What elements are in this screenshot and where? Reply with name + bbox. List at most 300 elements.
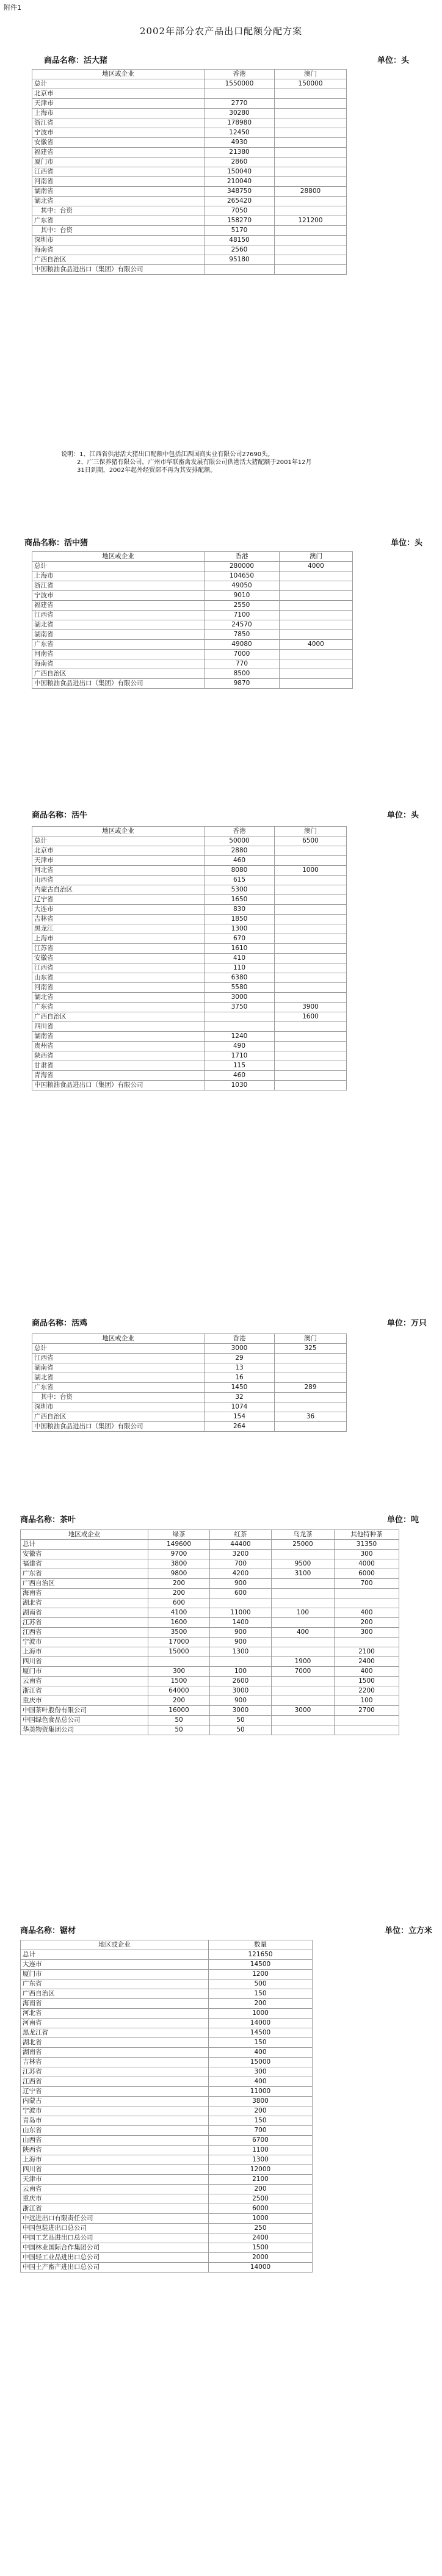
quota-cell: 100 (335, 1696, 399, 1706)
table-row (32, 1051, 347, 1061)
quota-cell: 200 (209, 2185, 313, 2194)
table-row (32, 236, 347, 245)
table-row (21, 2136, 313, 2146)
quota-cell (280, 650, 353, 659)
table-row (21, 1638, 399, 1647)
region-cell: 中国林业国际合作集团公司 (21, 2243, 209, 2253)
quota-cell (275, 876, 347, 885)
quota-cell (275, 924, 347, 934)
table-row (32, 245, 347, 255)
table-row (21, 2165, 313, 2175)
table-row (21, 1618, 399, 1628)
quota-cell: 50 (210, 1725, 272, 1735)
quota-cell: 14000 (209, 2263, 313, 2273)
quota-cell (275, 1422, 347, 1432)
quota-cell: 14500 (209, 2028, 313, 2038)
quota-cell: 50 (210, 1716, 272, 1725)
quota-cell (275, 236, 347, 245)
region-cell: 江西省 (32, 963, 205, 973)
quota-cell: 158270 (205, 216, 275, 226)
quota-cell: 900 (210, 1638, 272, 1647)
quota-cell: 1240 (205, 1032, 275, 1042)
quota-cell: 2770 (205, 99, 275, 109)
region-cell: 厦门市 (21, 1970, 209, 1979)
table-row (32, 876, 347, 885)
quota-cell (335, 1638, 399, 1647)
unit-label: 单位：头 (391, 539, 423, 548)
region-cell: 广西自治区 (32, 1412, 205, 1422)
region-cell: 上海市 (21, 1647, 148, 1657)
region-cell: 辽宁省 (21, 2087, 209, 2097)
region-cell: 陕西省 (21, 2146, 209, 2155)
quota-cell (280, 679, 353, 689)
quota-cell: 4200 (210, 1569, 272, 1579)
quota-cell: 3500 (148, 1628, 210, 1638)
quota-cell: 1300 (210, 1647, 272, 1657)
region-cell: 吉林省 (21, 2058, 209, 2067)
quota-cell: 410 (205, 954, 275, 963)
region-cell: 天津市 (21, 2175, 209, 2185)
region-cell: 湖南省 (21, 1608, 148, 1618)
column-header: 地区或企业 (32, 827, 205, 836)
table-row (32, 659, 353, 669)
quota-cell (280, 581, 353, 591)
quota-cell: 400 (272, 1628, 335, 1638)
table-row (32, 255, 347, 265)
table-row (32, 1393, 347, 1402)
table-row (32, 905, 347, 915)
note-line: 说明：1、江西省供港活大猪出口配额中包括江西国商实业有限公司27690头。 (61, 451, 274, 458)
region-cell: 山西省 (32, 876, 205, 885)
table-row (21, 1970, 313, 1979)
product-name: 商品名称：活大猪 (44, 56, 108, 65)
region-cell: 河南省 (32, 177, 205, 187)
table-row (32, 1363, 347, 1373)
region-cell: 广东省 (32, 1383, 205, 1393)
table-row (32, 934, 347, 944)
table-row (32, 669, 353, 679)
table-row (21, 2097, 313, 2106)
quota-cell: 2550 (205, 601, 280, 611)
table-row (21, 2077, 313, 2087)
quota-cell: 6380 (205, 973, 275, 983)
document-title: 2002年部分农产品出口配额分配方案 (139, 26, 303, 37)
quota-cell: 1000 (209, 2009, 313, 2019)
region-cell: 浙江省 (32, 118, 205, 128)
table-header-row (21, 1530, 399, 1540)
region-cell: 云南省 (21, 1677, 148, 1686)
table-row (21, 2126, 313, 2136)
table-row (32, 1032, 347, 1042)
region-cell: 总计 (21, 1950, 209, 1960)
quota-cell (275, 206, 347, 216)
quota-cell: 6000 (335, 1569, 399, 1579)
region-cell: 江苏省 (21, 1618, 148, 1628)
quota-table (32, 1333, 347, 1432)
region-cell: 其中：台资 (32, 226, 205, 236)
quota-table (32, 551, 353, 689)
column-header: 乌龙茶 (272, 1530, 335, 1540)
region-cell: 总计 (32, 836, 205, 846)
region-cell: 重庆市 (21, 2194, 209, 2204)
quota-cell (205, 89, 275, 99)
table-row (21, 1999, 313, 2009)
column-header: 澳门 (275, 70, 347, 79)
region-cell: 上海市 (21, 2155, 209, 2165)
region-cell: 福建省 (21, 1559, 148, 1569)
quota-cell: 1300 (209, 2155, 313, 2165)
quota-cell: 9800 (148, 1569, 210, 1579)
quota-cell: 2000 (209, 2253, 313, 2263)
quota-cell: 150000 (275, 79, 347, 89)
quota-cell: 6500 (275, 836, 347, 846)
region-cell: 上海市 (32, 934, 205, 944)
quota-cell: 6000 (209, 2204, 313, 2214)
column-header: 香港 (205, 552, 280, 562)
quota-cell (275, 983, 347, 993)
table-row (21, 1979, 313, 1989)
quota-cell: 115 (205, 1061, 275, 1071)
region-cell: 中远进出口有限责任公司 (21, 2214, 209, 2224)
region-cell: 中国粮油食品进出口（集团）有限公司 (32, 1081, 205, 1090)
table-row (32, 601, 353, 611)
column-header: 澳门 (275, 827, 347, 836)
region-cell: 天津市 (32, 856, 205, 866)
quota-cell: 770 (205, 659, 280, 669)
quota-cell: 500 (209, 1979, 313, 1989)
section-heading (0, 1316, 442, 1327)
region-cell: 天津市 (32, 99, 205, 109)
quota-cell: 14500 (209, 1960, 313, 1970)
column-header: 其他特种茶 (335, 1530, 399, 1540)
quota-cell (280, 669, 353, 679)
quota-cell: 400 (335, 1667, 399, 1677)
quota-cell: 1300 (205, 924, 275, 934)
quota-cell (280, 620, 353, 630)
quota-cell: 150040 (205, 167, 275, 177)
quota-cell: 200 (148, 1579, 210, 1589)
quota-cell: 15000 (209, 2058, 313, 2067)
note-line: 31日到期，2002年起外经贸部不再为其安排配额。 (77, 467, 217, 474)
quota-cell: 44400 (210, 1540, 272, 1550)
quota-cell: 8080 (205, 866, 275, 876)
column-header: 香港 (205, 70, 275, 79)
region-cell: 山东省 (21, 2126, 209, 2136)
quota-cell: 121650 (209, 1950, 313, 1960)
quota-cell: 12450 (205, 128, 275, 138)
quota-cell: 3800 (209, 2097, 313, 2106)
quota-cell: 1600 (275, 1012, 347, 1022)
region-cell: 江西省 (21, 1628, 148, 1638)
quota-cell (275, 245, 347, 255)
quota-cell (335, 1716, 399, 1725)
quota-cell: 1074 (205, 1402, 275, 1412)
region-cell: 广西自治区 (21, 1579, 148, 1589)
quota-cell: 150 (209, 1989, 313, 1999)
quota-cell: 95180 (205, 255, 275, 265)
quota-cell: 670 (205, 934, 275, 944)
quota-cell: 460 (205, 856, 275, 866)
region-cell: 湖北省 (21, 2038, 209, 2048)
quota-cell: 3900 (275, 1003, 347, 1012)
region-cell: 浙江省 (21, 2204, 209, 2214)
table-row (32, 611, 353, 620)
quota-cell: 289 (275, 1383, 347, 1393)
table-row (32, 265, 347, 275)
table-row (32, 591, 353, 601)
quota-cell (210, 1657, 272, 1667)
table-row (21, 2067, 313, 2077)
table-row (32, 1412, 347, 1422)
table-row (21, 1550, 399, 1559)
table-row (21, 1667, 399, 1677)
quota-cell: 2500 (209, 2194, 313, 2204)
table-row (21, 2146, 313, 2155)
table-row (21, 2253, 313, 2263)
region-cell: 湖北省 (32, 1373, 205, 1383)
quota-cell (275, 1393, 347, 1402)
column-header: 澳门 (280, 552, 353, 562)
table-row (32, 1022, 347, 1032)
table-row (32, 1061, 347, 1071)
section-heading (0, 54, 442, 65)
quota-cell: 1500 (209, 2243, 313, 2253)
table-row (21, 1725, 399, 1735)
quota-cell (148, 1657, 210, 1667)
quota-table (20, 1940, 313, 2273)
quota-cell (280, 571, 353, 581)
table-row (21, 1589, 399, 1598)
column-header: 香港 (205, 827, 275, 836)
quota-cell: 2200 (335, 1686, 399, 1696)
region-cell: 宁波市 (32, 591, 205, 601)
table-row (32, 993, 347, 1003)
table-row (21, 2194, 313, 2204)
quota-cell: 700 (209, 2126, 313, 2136)
quota-cell: 200 (209, 2106, 313, 2116)
quota-cell: 830 (205, 905, 275, 915)
quota-cell: 900 (210, 1579, 272, 1589)
region-cell: 辽宁省 (32, 895, 205, 905)
quota-cell: 32 (205, 1393, 275, 1402)
quota-cell: 700 (335, 1579, 399, 1589)
table-row (32, 944, 347, 954)
quota-cell: 121200 (275, 216, 347, 226)
quota-cell (272, 1696, 335, 1706)
section-heading (0, 1513, 442, 1524)
table-row (21, 2019, 313, 2028)
quota-cell: 2100 (209, 2175, 313, 2185)
region-cell: 深圳市 (32, 236, 205, 245)
quota-cell (275, 905, 347, 915)
region-cell: 青海省 (32, 1071, 205, 1081)
region-cell: 浙江省 (21, 1686, 148, 1696)
table-row (32, 1422, 347, 1432)
quota-cell (275, 973, 347, 983)
table-row (21, 2048, 313, 2058)
quota-cell: 400 (209, 2048, 313, 2058)
quota-cell: 2700 (335, 1706, 399, 1716)
quota-cell (280, 591, 353, 601)
table-row (21, 2009, 313, 2019)
table-row (32, 138, 347, 148)
column-header: 地区或企业 (32, 552, 205, 562)
quota-cell (275, 1032, 347, 1042)
product-name: 商品名称：活鸡 (32, 1319, 88, 1328)
region-cell: 宁波市 (21, 2106, 209, 2116)
region-cell: 山西省 (21, 2136, 209, 2146)
quota-cell: 600 (148, 1598, 210, 1608)
quota-cell: 25000 (272, 1540, 335, 1550)
table-row (32, 895, 347, 905)
quota-cell: 1900 (272, 1657, 335, 1667)
quota-cell: 7850 (205, 630, 280, 640)
region-cell: 湖北省 (21, 1598, 148, 1608)
region-cell: 华美物资集团公司 (21, 1725, 148, 1735)
table-row (21, 1989, 313, 1999)
region-cell: 黑龙江省 (21, 2028, 209, 2038)
product-name: 商品名称：茶叶 (20, 1515, 76, 1525)
table-row (21, 2263, 313, 2273)
table-row (32, 650, 353, 659)
quota-cell: 210040 (205, 177, 275, 187)
table-row (32, 1373, 347, 1383)
quota-cell: 7000 (205, 650, 280, 659)
quota-cell: 4000 (335, 1559, 399, 1569)
quota-cell (272, 1716, 335, 1725)
quota-cell (280, 630, 353, 640)
quota-cell (275, 856, 347, 866)
column-header: 澳门 (275, 1334, 347, 1344)
quota-cell (272, 1725, 335, 1735)
quota-cell: 2600 (210, 1677, 272, 1686)
region-cell: 海南省 (21, 1999, 209, 2009)
quota-cell: 9500 (272, 1559, 335, 1569)
table-row (21, 1628, 399, 1638)
region-cell: 大连市 (32, 905, 205, 915)
quota-cell: 5300 (205, 885, 275, 895)
table-row (32, 836, 347, 846)
quota-cell: 149600 (148, 1540, 210, 1550)
region-cell: 湖北省 (32, 197, 205, 206)
quota-cell: 2860 (205, 158, 275, 167)
quota-cell (210, 1598, 272, 1608)
table-row (32, 983, 347, 993)
quota-cell: 36 (275, 1412, 347, 1422)
region-cell: 广东省 (32, 640, 205, 650)
region-cell: 北京市 (32, 846, 205, 856)
column-header: 地区或企业 (21, 1940, 209, 1950)
region-cell: 中国轻工业品进出口总公司 (21, 2253, 209, 2263)
quota-cell: 900 (210, 1628, 272, 1638)
table-row (21, 1696, 399, 1706)
quota-cell: 615 (205, 876, 275, 885)
table-row (21, 1960, 313, 1970)
table-header-row (21, 1940, 313, 1950)
table-row (32, 620, 353, 630)
quota-cell (205, 265, 275, 275)
table-row (32, 226, 347, 236)
region-cell: 总计 (21, 1540, 148, 1550)
quota-cell: 3100 (272, 1569, 335, 1579)
quota-cell: 104650 (205, 571, 280, 581)
table-row (21, 1647, 399, 1657)
quota-cell: 3750 (205, 1003, 275, 1012)
quota-cell: 7000 (272, 1667, 335, 1677)
quota-cell (275, 1402, 347, 1412)
quota-cell: 48150 (205, 236, 275, 245)
quota-cell (280, 659, 353, 669)
table-row (21, 2214, 313, 2224)
quota-cell: 348750 (205, 187, 275, 197)
quota-cell: 200 (148, 1696, 210, 1706)
column-header: 地区或企业 (32, 1334, 205, 1344)
region-cell: 四川省 (21, 1657, 148, 1667)
quota-cell: 7100 (205, 611, 280, 620)
table-row (32, 79, 347, 89)
region-cell: 江西省 (32, 1354, 205, 1363)
quota-cell: 21380 (205, 148, 275, 158)
region-cell: 中国茶叶股份有限公司 (21, 1706, 148, 1716)
region-cell: 厦门市 (32, 158, 205, 167)
quota-cell (275, 167, 347, 177)
quota-cell: 1200 (209, 1970, 313, 1979)
table-row (32, 109, 347, 118)
quota-cell: 1500 (335, 1677, 399, 1686)
table-row (21, 2175, 313, 2185)
region-cell: 上海市 (32, 109, 205, 118)
quota-cell: 4930 (205, 138, 275, 148)
quota-cell: 31350 (335, 1540, 399, 1550)
table-row (32, 562, 353, 571)
quota-cell (275, 226, 347, 236)
attachment-label: 附件1 (4, 4, 21, 12)
table-row (21, 1608, 399, 1618)
quota-cell (275, 885, 347, 895)
quota-cell: 49080 (205, 640, 280, 650)
table-row (32, 1402, 347, 1412)
quota-cell: 2400 (209, 2233, 313, 2243)
region-cell: 河北省 (21, 2009, 209, 2019)
quota-cell (275, 944, 347, 954)
region-cell: 海南省 (21, 1589, 148, 1598)
region-cell: 中国粮油食品进出口（集团）有限公司 (32, 679, 205, 689)
quota-cell: 50 (148, 1725, 210, 1735)
quota-cell: 400 (209, 2077, 313, 2087)
table-row (21, 1706, 399, 1716)
region-cell: 贵州省 (32, 1042, 205, 1051)
quota-cell: 3000 (210, 1686, 272, 1696)
table-row (32, 1003, 347, 1012)
section-heading (0, 1924, 442, 1935)
quota-cell: 110 (205, 963, 275, 973)
table-row (32, 99, 347, 109)
quota-cell: 4000 (280, 562, 353, 571)
quota-cell: 2100 (335, 1647, 399, 1657)
region-cell: 河南省 (32, 650, 205, 659)
region-cell: 海南省 (32, 245, 205, 255)
table-row (21, 2224, 313, 2233)
quota-cell (272, 1638, 335, 1647)
table-row (32, 167, 347, 177)
quota-cell: 4100 (148, 1608, 210, 1618)
unit-label: 单位：吨 (387, 1515, 419, 1525)
quota-cell: 4000 (280, 640, 353, 650)
quota-cell: 400 (335, 1608, 399, 1618)
table-row (21, 1677, 399, 1686)
table-row (21, 2116, 313, 2126)
quota-cell (275, 177, 347, 187)
